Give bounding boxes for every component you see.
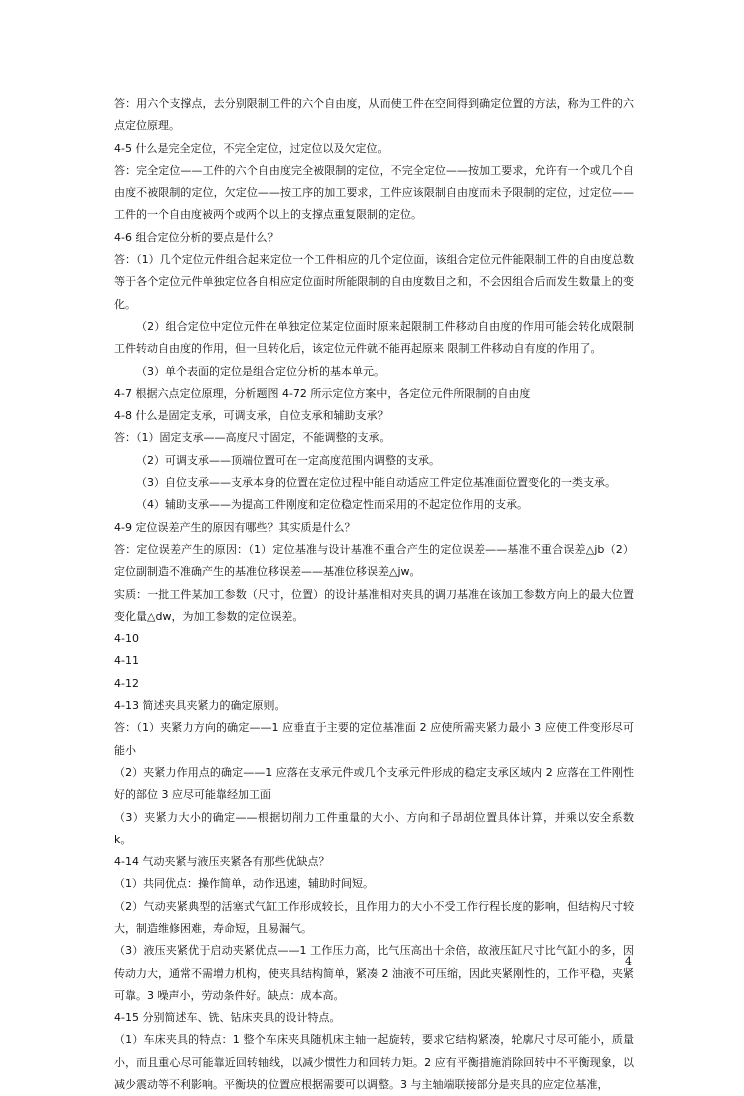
paragraph: 4-11 (114, 654, 139, 668)
paragraph: 答：用六个支撑点，去分别限制工件的六个自由度，从而使工件在空间得到确定位置的方法，称为工件的六点定位原理。 (114, 97, 634, 133)
paragraph: 4-12 (114, 676, 139, 690)
paragraph: （2）气动夹紧典型的活塞式气缸工作形成较长，且作用力的大小不受工作行程长度的影响，但结构尺寸较大，制造维修困难，寿命短，且易漏气。 (114, 899, 634, 935)
paragraph: （4）辅助支承——为提高工件刚度和定位稳定性而采用的不起定位作用的支承。 (136, 498, 528, 512)
paragraph: 答：定位误差产生的原因：（1）定位基准与设计基准不重合产生的定位误差——基准不重合误差△jb（2）定位副制造不准确产生的基准位移误差——基准位移误差△jw。 (114, 542, 634, 579)
paragraph: 4-15 分别简述车、铣、钻床夹具的设计特点。 (114, 1011, 341, 1025)
paragraph: 答：（1）几个定位元件组合起来定位一个工件相应的几个定位面，该组合定位元件能限制工件的自由度总数等于各个定位元件单独定位各自相应定位面时所能限制的自由度数目之和，不会因组合后而发生数量上的变化。 (114, 253, 634, 311)
paragraph: 4-14 气动夹紧与液压夹紧各有那些优缺点？ (114, 855, 330, 869)
paragraph: （3）液压夹紧优于启动夹紧优点——1 工作压力高，比气压高出十余倍，故液压缸尺寸比气缸小的多，因传动力大，通常不需增力机构，使夹具结构简单，紧凑 2 油液不可压缩，因此夹紧刚性的，工作平稳，夹紧可靠。3 噪声小，劳动条件好。缺点：成本高。 (114, 944, 634, 1002)
paragraph: 4-5 什么是完全定位，不完全定位，过定位以及欠定位。 (114, 141, 389, 155)
paragraph: （3）单个表面的定位是组合定位分析的基本单元。 (136, 364, 385, 378)
paragraph: 答：完全定位——工件的六个自由度完全被限制的定位，不完全定位——按加工要求，允许有一个或几个自由度不被限制的定位，欠定位——按工序的加工要求，工件应该限制自由度而未予限制的定位，过定位——工件的一个自由度被两个或两个以上的支撑点重复限制的定位。 (114, 163, 634, 222)
paragraph: （3）夹紧力大小的确定——根据切削力工件重量的大小、方向和子昂胡位置具体计算，并乘以安全系数 k。 (114, 810, 634, 846)
paragraph: （1）车床夹具的特点：1 整个车床夹具随机床主轴一起旋转，要求它结构紧凑，轮廓尺寸尽可能小，质量小，而且重心尽可能靠近回转轴线，以减少惯性力和回转力矩。2 应有平衡措施消除回转中不平衡现象，以减少震动等不利影响。平衡块的位置应根据需要可以调整。3 与主轴端联接部分是夹具的应定位基准， (114, 1033, 634, 1092)
paragraph: 答：（1）固定支承——高度尺寸固定，不能调整的支承。 (114, 431, 391, 445)
document-body (114, 93, 634, 1096)
paragraph: 4-13 简述夹具夹紧力的确定原则。 (114, 699, 286, 713)
paragraph: 4-8 什么是固定支承，可调支承，自位支承和辅助支承？ (114, 409, 389, 423)
paragraph: （2）可调支承——顶端位置可在一定高度范围内调整的支承。 (136, 453, 440, 467)
paragraph: 答：（1）夹紧力方向的确定——1 应垂直于主要的定位基准面 2 应使所需夹紧力最小 3 应使工件变形尽可能小 (114, 721, 634, 757)
paragraph: 4-7 根据六点定位原理，分析题图 4-72 所示定位方案中，各定位元件所限制的自由度 (114, 386, 531, 400)
paragraph: （2）夹紧力作用点的确定——1 应落在支承元件或几个支承元件形成的稳定支承区域内 2 应落在工件刚性好的部位 3 应尽可能靠经加工面 (114, 765, 634, 802)
paragraph: （2）组合定位中定位元件在单独定位某定位面时原来起限制工件移动自由度的作用可能会转化成限制工件转动自由度的作用，但一旦转化后，该定位元件就不能再起原来 限制工件移动自有度的作用了。 (114, 319, 634, 356)
paragraph: 4-10 (114, 632, 139, 646)
paragraph: （1）共同优点：操作简单，动作迅速，辅助时间短。 (114, 877, 374, 891)
paragraph: 实质：一批工件某加工参数（尺寸，位置）的设计基准相对夹具的调刀基准在该加工参数方向上的最大位置变化量△dw，为加工参数的定位误差。 (114, 587, 634, 623)
page-number: 4 (625, 955, 632, 968)
paragraph: （3）自位支承——支承本身的位置在定位过程中能自动适应工件定位基准面位置变化的一类支承。 (136, 476, 616, 490)
paragraph: 4-6 组合定位分析的要点是什么？ (114, 230, 279, 244)
paragraph: 4-9 定位误差产生的原因有哪些？其实质是什么？ (114, 520, 356, 534)
